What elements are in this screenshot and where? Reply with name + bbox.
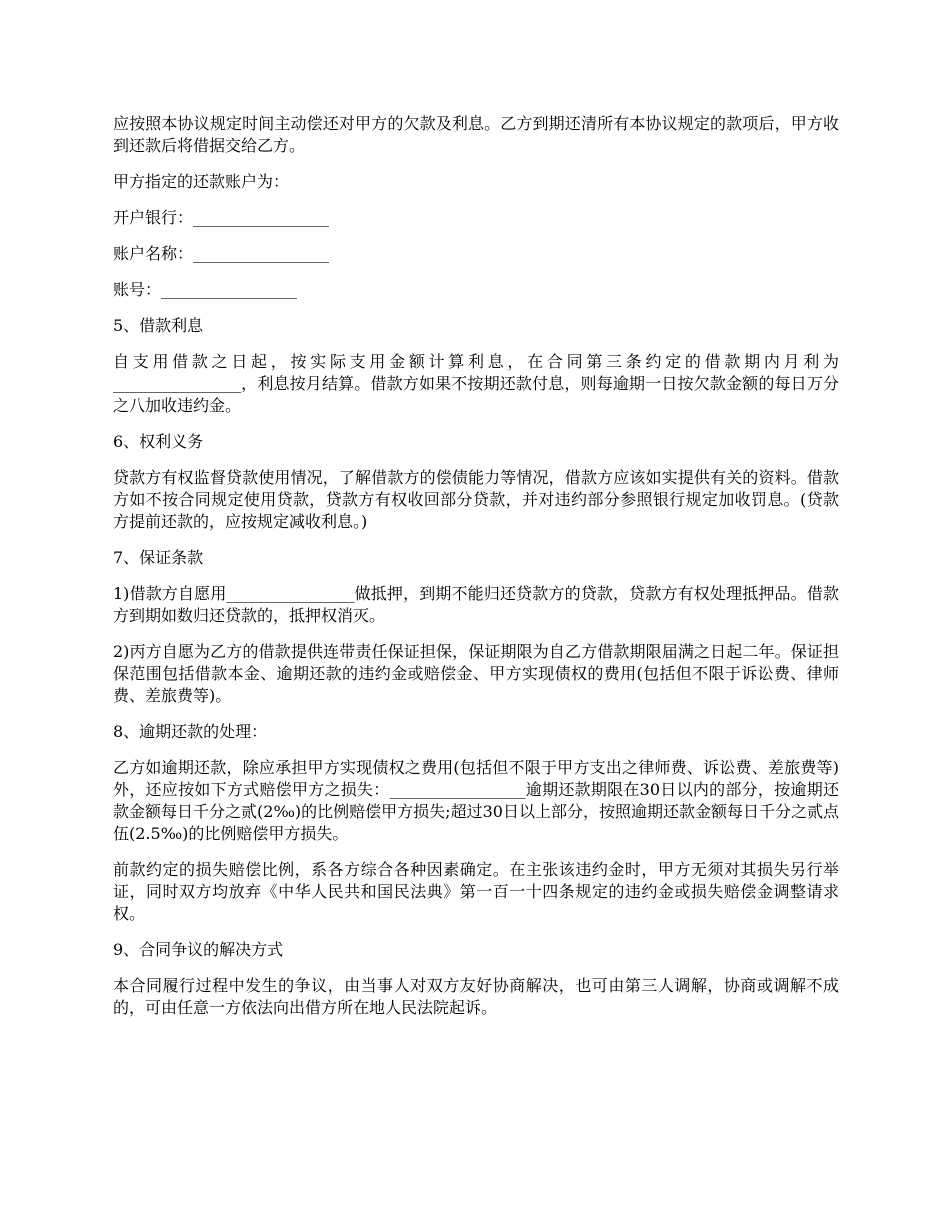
field-bank-name: 开户银行：_________________ [113, 208, 330, 227]
paragraph-overdue-handling: 乙方如逾期还款，除应承担甲方实现债权之费用(包括但不限于甲方支出之律师费、诉讼费、差旅费等)外，还应按如下方式赔偿甲方之损失：_________________逾期还款期限在30日以内的部分，按逾期还款金额每日千分之贰(2‰)的比例赔偿甲方损失;超过30日以上部分，按照逾期还款金额每日千分之贰点伍(2.5‰)的比例赔偿甲方损失。 [113, 758, 839, 843]
section-heading-dispute: 9、合同争议的解决方式 [113, 940, 284, 959]
section-heading-interest: 5、借款利息 [113, 316, 204, 335]
field-account-name: 账户名称：_________________ [113, 244, 330, 263]
section-heading-overdue: 8、逾期还款的处理： [113, 722, 268, 741]
section-heading-rights: 6、权利义务 [113, 432, 204, 451]
paragraph-guarantee-mortgage: 1)借款方自愿用________________做抵押，到期不能归还贷款方的贷款，贷款方有权处理抵押品。借款方到期如数归还贷款的，抵押权消灭。 [113, 584, 839, 625]
document-body [113, 113, 839, 1033]
field-account-number: 账号：_________________ [113, 280, 298, 299]
section-heading-guarantee: 7、保证条款 [113, 548, 204, 567]
paragraph-repayment-obligation: 应按照本协议规定时间主动偿还对甲方的欠款及利息。乙方到期还清所有本协议规定的款项后，甲方收到还款后将借据交给乙方。 [113, 114, 839, 155]
paragraph-dispute-resolution: 本合同履行过程中发生的争议，由当事人对双方友好协商解决，也可由第三人调解，协商或调解不成的，可由任意一方依法向出借方所在地人民法院起诉。 [113, 976, 839, 1017]
paragraph-rights: 贷款方有权监督贷款使用情况，了解借款方的偿债能力等情况，借款方应该如实提供有关的资料。借款方如不按合同规定使用贷款，贷款方有权收回部分贷款，并对违约部分参照银行规定加收罚息。(贷款方提前还款的，应按规定减收利息。) [113, 468, 839, 531]
paragraph-interest: 自支用借款之日起，按实际支用金额计算利息，在合同第三条约定的借款期内月利为________________，利息按月结算。借款方如果不按期还款付息，则每逾期一日按欠款金额的每日万分之八加收违约金。 [113, 352, 839, 415]
paragraph-repayment-account-intro: 甲方指定的还款账户为： [113, 172, 290, 191]
paragraph-damages-ratio: 前款约定的损失赔偿比例，系各方综合各种因素确定。在主张该违约金时，甲方无须对其损失另行举证，同时双方均放弃《中华人民共和国民法典》第一百一十四条规定的违约金或损失赔偿金调整请求权。 [113, 860, 839, 923]
paragraph-guarantee-surety: 2)丙方自愿为乙方的借款提供连带责任保证担保，保证期限为自乙方借款期限届满之日起二年。保证担保范围包括借款本金、逾期还款的违约金或赔偿金、甲方实现债权的费用(包括但不限于诉讼费、律师费、差旅费等)。 [113, 642, 839, 705]
